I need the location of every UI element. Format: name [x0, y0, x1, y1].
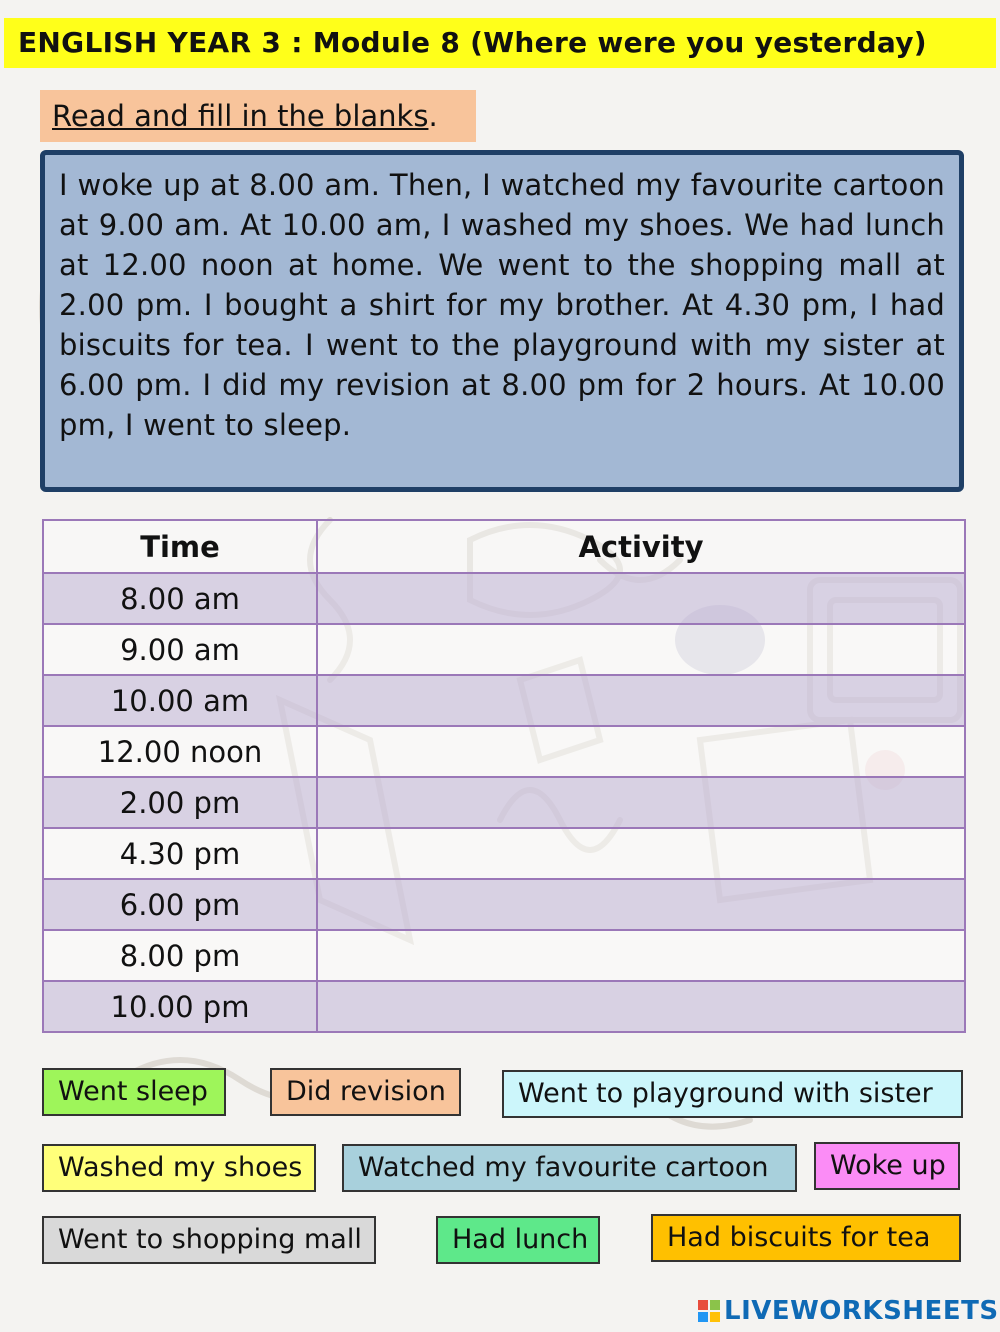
- logo-text: LIVEWORKSHEETS: [724, 1296, 999, 1326]
- time-cell: 9.00 am: [43, 624, 317, 675]
- table-row: [43, 675, 965, 726]
- answer-chip-washed-shoes[interactable]: Washed my shoes: [42, 1144, 316, 1192]
- liveworksheets-logo-icon: [698, 1300, 720, 1322]
- worksheet-title: ENGLISH YEAR 3 : Module 8 (Where were you yesterday): [4, 18, 996, 68]
- table-header-row: [43, 520, 965, 573]
- table-row: [43, 828, 965, 879]
- time-cell: 12.00 noon: [43, 726, 317, 777]
- answer-chip-watched-cartoon[interactable]: Watched my favourite cartoon: [342, 1144, 797, 1192]
- instruction-text: Read and fill in the blanks: [52, 99, 429, 133]
- answer-chip-went-to-playground[interactable]: Went to playground with sister: [502, 1070, 963, 1118]
- time-cell: 6.00 pm: [43, 879, 317, 930]
- activity-drop-cell[interactable]: [317, 726, 965, 777]
- answer-chip-had-biscuits[interactable]: Had biscuits for tea: [651, 1214, 961, 1262]
- instruction-period: .: [428, 99, 438, 133]
- time-cell: 10.00 am: [43, 675, 317, 726]
- table-row: [43, 726, 965, 777]
- table-row: [43, 930, 965, 981]
- answer-chip-did-revision[interactable]: Did revision: [270, 1068, 461, 1116]
- time-cell: 10.00 pm: [43, 981, 317, 1032]
- activity-drop-cell[interactable]: [317, 624, 965, 675]
- answer-chip-went-sleep[interactable]: Went sleep: [42, 1068, 226, 1116]
- answer-chip-went-to-shopping-mall[interactable]: Went to shopping mall: [42, 1216, 376, 1264]
- activity-drop-cell[interactable]: [317, 675, 965, 726]
- activity-drop-cell[interactable]: [317, 828, 965, 879]
- activity-drop-cell[interactable]: [317, 777, 965, 828]
- activity-drop-cell[interactable]: [317, 930, 965, 981]
- table-row: [43, 573, 965, 624]
- answer-chip-woke-up[interactable]: Woke up: [814, 1142, 960, 1190]
- table-row: [43, 777, 965, 828]
- activity-column-header: Activity: [317, 520, 965, 573]
- table-row: [43, 879, 965, 930]
- liveworksheets-logo[interactable]: [698, 1296, 999, 1326]
- time-cell: 8.00 am: [43, 573, 317, 624]
- time-cell: 8.00 pm: [43, 930, 317, 981]
- time-column-header: Time: [43, 520, 317, 573]
- schedule-table: [42, 519, 966, 1033]
- table-row: [43, 981, 965, 1032]
- activity-drop-cell[interactable]: [317, 573, 965, 624]
- table-row: [43, 624, 965, 675]
- time-cell: 4.30 pm: [43, 828, 317, 879]
- reading-passage: I woke up at 8.00 am. Then, I watched my favourite cartoon at 9.00 am. At 10.00 am, I washed my shoes. We had lunch at 12.00 noon at home. We went to the shopping mall at 2.00 pm. I bought a shirt for my brother. At 4.30 pm, I had biscuits for tea. I went to the playground with my sister at 6.00 pm. I did my revision at 8.00 pm for 2 hours. At 10.00 pm, I went to sleep.: [40, 150, 964, 492]
- activity-drop-cell[interactable]: [317, 879, 965, 930]
- instruction-label: [40, 90, 476, 142]
- time-cell: 2.00 pm: [43, 777, 317, 828]
- answer-chip-had-lunch[interactable]: Had lunch: [436, 1216, 600, 1264]
- activity-drop-cell[interactable]: [317, 981, 965, 1032]
